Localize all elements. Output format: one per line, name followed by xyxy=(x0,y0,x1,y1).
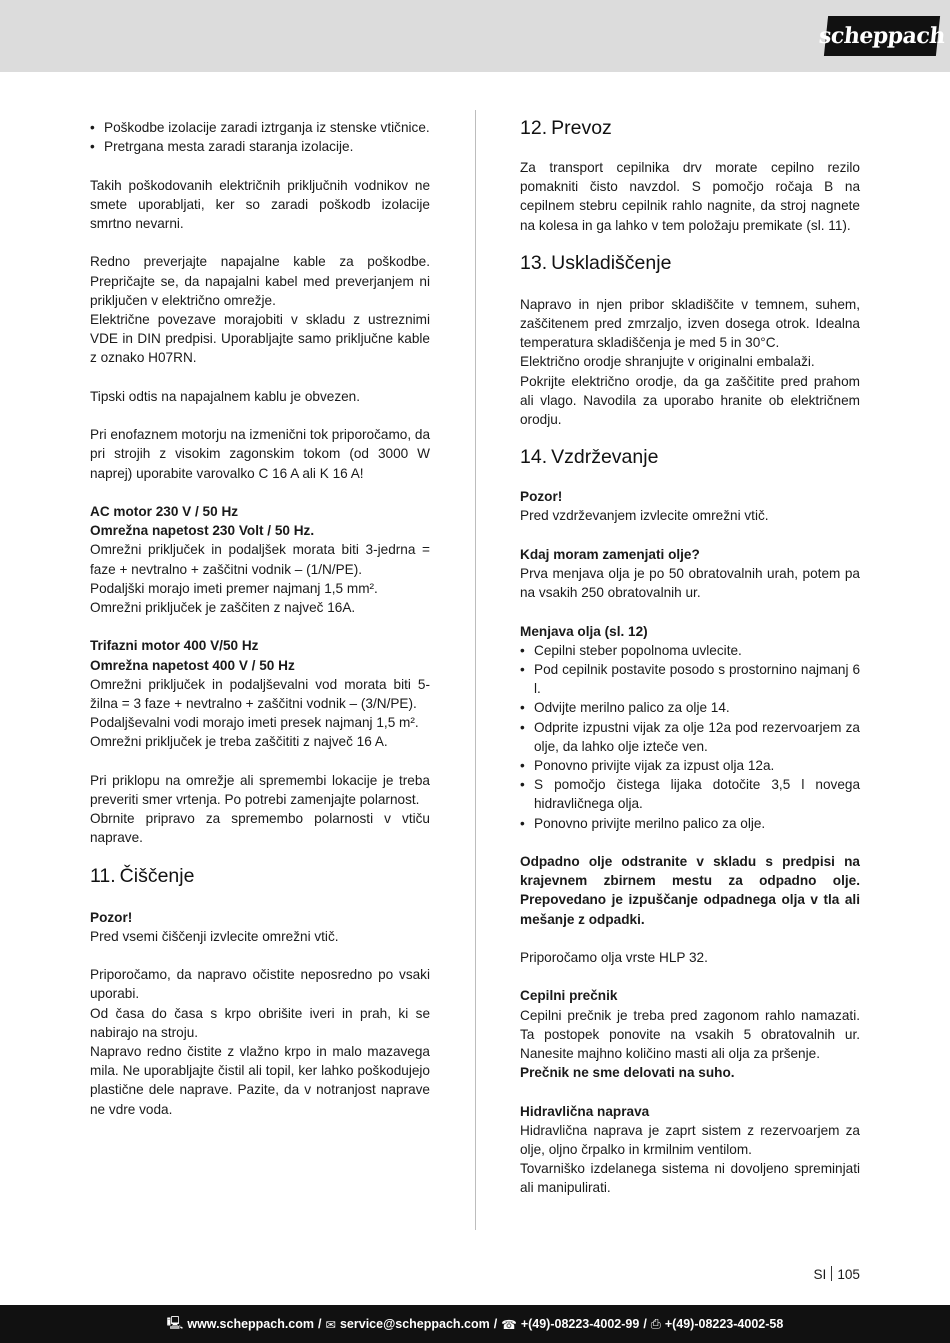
email-icon: ✉︎ xyxy=(325,1317,336,1332)
list-item: • Odvijte merilno palico za olje 14. xyxy=(520,698,860,717)
paragraph: Redno preverjajte napajalne kable za poškodbe. Prepričajte se, da napajalni kabel med preverjanjem ni priključen v električno omrežje. xyxy=(90,254,430,308)
list-item: • Pretrgana mesta zaradi staranja izolacije. xyxy=(90,137,430,156)
paragraph: Tovarniško izdelanega sistema ni dovoljeno spreminjati ali manipulirati. xyxy=(520,1161,860,1196)
paragraph: Omrežni priključek je zaščiten z največ 16A. xyxy=(90,600,356,615)
list-item: • Cepilni steber popolnoma uvlecite. xyxy=(520,641,860,660)
list-item: • Pod cepilnik postavite posodo s prostornino najmanj 6 l. xyxy=(520,660,860,698)
list-item: • Ponovno privijte vijak za izpust olja 12a. xyxy=(520,756,860,775)
phone-number: +(49)-08223-4002-99 xyxy=(520,1317,640,1331)
paragraph: Tipski odtis na napajalnem kablu je obvezen. xyxy=(90,388,361,404)
right-column xyxy=(520,118,860,1198)
ac-motor-heading: AC motor 230 V / 50 Hz xyxy=(90,503,239,519)
splitting-crossbar-heading: Cepilni prečnik xyxy=(520,988,618,1004)
oil-question-heading: Kdaj moram zamenjati olje? xyxy=(520,546,700,562)
paragraph: Pokrijte električno orodje, da ga zaščitite pred prahom ali vlago. Navodila za uporabo hranite ob električnem orodju. xyxy=(520,373,860,428)
section-heading-cleaning: 11. Čiščenje xyxy=(90,864,195,887)
page-number: SI 105 xyxy=(813,1267,860,1282)
scheppach-logo: scheppach xyxy=(824,16,940,56)
paragraph: Hidravlična naprava je zaprt sistem z rezervoarjem za olje, oljno črpalko in krmilnim ventilom. xyxy=(520,1122,860,1158)
column-divider xyxy=(475,110,476,1230)
damage-list xyxy=(90,118,430,156)
phone-icon: ☎︎ xyxy=(501,1317,517,1332)
footer-band: 🖳︎ www.scheppach.com / ✉︎ service@scheppach.com / ☎︎ +(49)-08223-4002-99 / ⎙ +(49)-08223-4002-58 xyxy=(0,1305,950,1343)
paragraph: Pred vsemi čiščenji izvlecite omrežni vtič. xyxy=(90,928,339,944)
list-item: • Odprite izpustni vijak za olje 12a pod rezervoarjem za olje, da lahko olje izteče ven. xyxy=(520,718,860,756)
paragraph: Takih poškodovanih električnih priključnih vodnikov ne smete uporabljati, ker so zaradi poškodb izolacije smrtno nevarni. xyxy=(90,177,430,231)
paragraph: Prva menjava olja je po 50 obratovalnih urah, potem pa na vsakih 250 obratovalnih ur. xyxy=(520,566,860,601)
dry-run-warning: Prečnik ne sme delovati na suho. xyxy=(520,1065,735,1081)
list-item: • S pomočjo čistega lijaka dotočite 3,5 l novega hidravličnega olja. xyxy=(520,775,860,813)
section-heading-maintenance: 14. Vzdrževanje xyxy=(520,446,659,469)
computer-icon: 🖳︎ xyxy=(166,1315,184,1330)
paragraph: Podaljševalni vodi morajo imeti presek najmanj 1,5 m². xyxy=(90,715,419,731)
paragraph: Električne povezave morajobiti v skladu z ustreznimi VDE in DIN predpisi. Uporabljajte samo priključne kable z oznako H07RN. xyxy=(90,312,430,366)
paragraph: Cepilni prečnik je treba pred zagonom rahlo namazati. Ta postopek ponovite na vsakih 5 obratovalnih ur. Nanesite majhno količino masti ali olja za pršenje. xyxy=(520,1007,860,1062)
paragraph: Od časa do časa s krpo obrišite iveri in prah, ki se nabirajo na stroju. xyxy=(90,1005,430,1040)
ac-voltage-heading: Omrežna napetost 230 Volt / 50 Hz. xyxy=(90,523,315,539)
paragraph: Za transport cepilnika drv morate cepilno rezilo pomakniti čisto navzdol. S pomočjo ročaja B na cepilnem stebru cepilnik rahlo nagnite, da stroj nagnete na kolesa in ga lahko v tem položaju premikate (sl. 11). xyxy=(520,160,860,233)
list-item: • Poškodbe izolacije zaradi iztrganja iz stenske vtičnice. xyxy=(90,118,430,137)
section-heading-transport: 12. Prevoz xyxy=(520,117,612,139)
paragraph: Podaljški morajo imeti premer najmanj 1,5 mm². xyxy=(90,580,378,596)
left-column xyxy=(90,118,430,1119)
section-heading-storage: 13. Uskladiščenje xyxy=(520,251,672,274)
three-phase-heading: Trifazni motor 400 V/50 Hz xyxy=(90,638,259,654)
paragraph: Pri enofaznem motorju na izmenični tok priporočamo, da pri strojih z visokim zagonskim tokom (od 3000 W naprej) uporabite varovalko C 16 A ali K 16 A! xyxy=(90,427,431,481)
email-link[interactable]: service@scheppach.com xyxy=(339,1317,490,1331)
paragraph: Obrnite pripravo za spremembo polarnosti v vtiču naprave. xyxy=(90,811,430,846)
warning-label: Pozor! xyxy=(520,489,563,505)
hydraulic-heading: Hidravlična naprava xyxy=(520,1103,650,1119)
paragraph: Pred vzdrževanjem izvlecite omrežni vtič. xyxy=(520,508,769,524)
oil-change-heading: Menjava olja (sl. 12) xyxy=(520,623,648,639)
oil-change-steps xyxy=(520,641,860,833)
warning-label: Pozor! xyxy=(90,909,133,925)
paragraph: Pri priklopu na omrežje ali spremembi lokacije je treba preveriti smer vrtenja. Po potrebi zamenjajte polarnost. xyxy=(90,772,430,807)
website-link[interactable]: www.scheppach.com xyxy=(187,1317,315,1331)
fax-number: +(49)-08223-4002-58 xyxy=(664,1317,784,1331)
paragraph: Omrežni priključek je treba zaščititi z največ 16 A. xyxy=(90,734,388,750)
three-phase-voltage-heading: Omrežna napetost 400 V / 50 Hz xyxy=(90,657,295,673)
paragraph: Električno orodje shranjujte v originalni embalaži. xyxy=(520,354,815,370)
list-item: • Ponovno privijte merilno palico za olje. xyxy=(520,814,860,833)
fax-icon: ⎙ xyxy=(650,1316,661,1331)
paragraph: Napravo redno čistite z vlažno krpo in malo mazavega mila. Ne uporabljajte čistil ali topil, ker lahko poškodujejo plastične dele naprave. Pazite, da v notranjost naprave ne vdre voda. xyxy=(90,1044,430,1117)
paragraph: Priporočamo olja vrste HLP 32. xyxy=(520,950,708,966)
paragraph: Omrežni priključek in podaljšek morata biti 3-jedrna = faze + nevtralno + zaščitni vodnik – (1/N/PE). xyxy=(90,542,430,577)
paragraph: Priporočamo, da napravo očistite neposredno po vsaki uporabi. xyxy=(90,967,430,1002)
paragraph: Omrežni priključek in podaljševalni vod morata biti 5-žilna = 3 faze + nevtralno + zaščitni vodnik – (3/N/PE). xyxy=(90,676,430,711)
header-band xyxy=(0,0,950,72)
paragraph: Napravo in njen pribor skladiščite v temnem, suhem, zaščitenem pred zmrzaljo, izven dosega otrok. Idealna temperatura skladiščenja je med 5 in 30°C. xyxy=(520,296,860,351)
oil-disposal-notice: Odpadno olje odstranite v skladu s predpisi na krajevnem zbirnem mestu za odpadno olje. Prepovedano je izpuščanje odpadnega olja v tla ali mešanje z odpadki. xyxy=(520,854,860,927)
